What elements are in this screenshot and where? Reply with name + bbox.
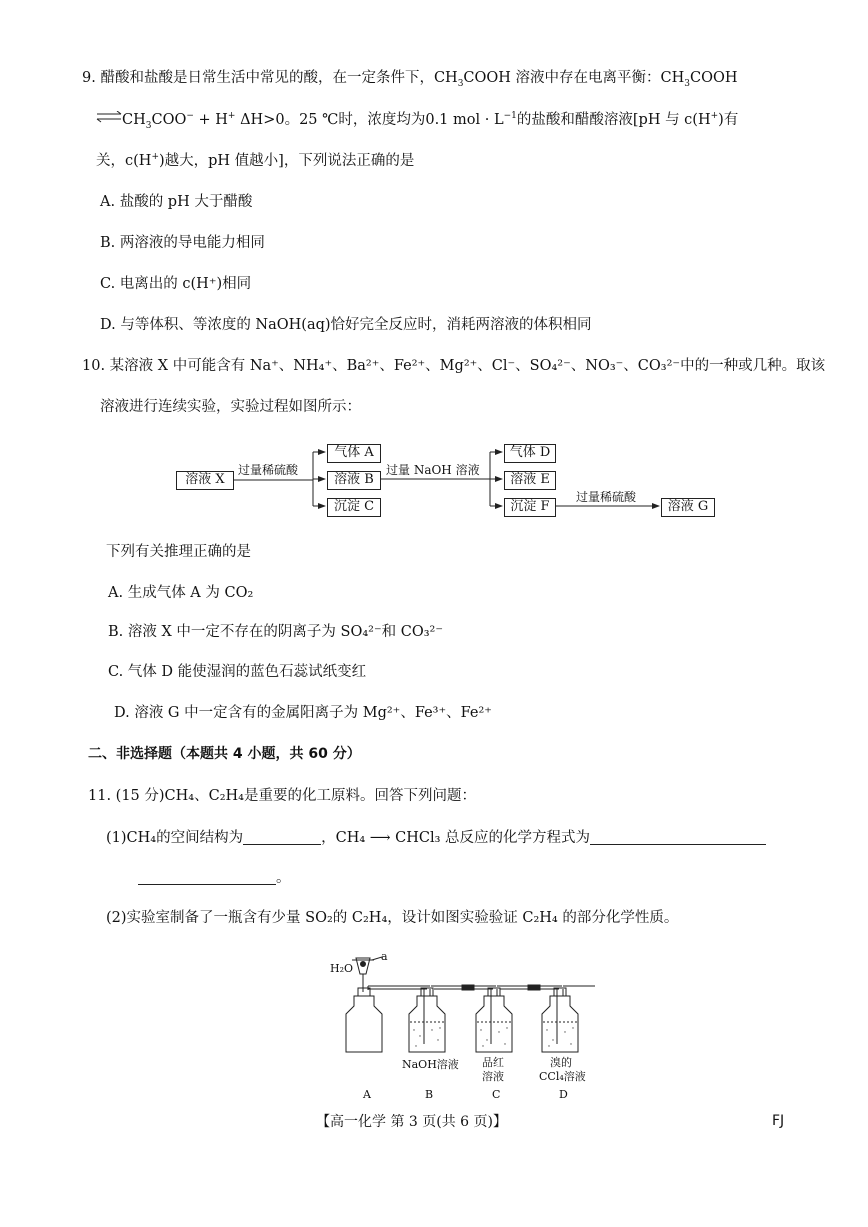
q9-text: COO bbox=[151, 112, 187, 128]
q9-text: CH bbox=[122, 112, 146, 128]
box-solution-b: 溶液 B bbox=[327, 471, 381, 490]
q9-option-a: A. 盐酸的 pH 大于醋酸 bbox=[100, 194, 253, 210]
bottle-letter-b: B bbox=[425, 1088, 434, 1101]
superscript: −1 bbox=[503, 111, 517, 122]
box-solution-g: 溶液 G bbox=[661, 498, 715, 517]
q11-part1 bbox=[106, 828, 766, 848]
box-gas-d: 气体 D bbox=[504, 444, 556, 463]
q10-option-b: B. 溶液 X 中一定不存在的阴离子为 SO₄²⁻和 CO₃²⁻ bbox=[108, 624, 443, 640]
q9-text: )有 bbox=[718, 112, 739, 128]
q11-text: 。 bbox=[276, 870, 291, 886]
q9-line3 bbox=[96, 151, 414, 171]
subscript: 3 bbox=[684, 78, 691, 89]
q9-line1 bbox=[82, 68, 738, 88]
subscript: 3 bbox=[457, 78, 464, 89]
superscript: + bbox=[151, 152, 159, 163]
q9-option-c: C. 电离出的 c(H⁺)相同 bbox=[100, 276, 252, 292]
q11-text: (1)CH₄的空间结构为 bbox=[106, 830, 244, 846]
answer-blank[interactable] bbox=[243, 830, 321, 845]
q9-text: COOH bbox=[690, 70, 738, 86]
subscript: 3 bbox=[145, 120, 152, 131]
bottle-letter-a: A bbox=[363, 1088, 371, 1101]
box-gas-a: 气体 A bbox=[327, 444, 381, 463]
reagent-label-naoh: NaOH溶液 bbox=[402, 1058, 459, 1071]
label-excess-h2so4-1: 过量稀硫酸 bbox=[238, 463, 299, 477]
q11-text: ，CH₄ ⟶ CHCl₃ 总反应的化学方程式为 bbox=[321, 830, 591, 846]
q9-text: )越大，pH 值越小]，下列说法正确的是 bbox=[158, 153, 415, 169]
q11-part2: (2)实验室制备了一瓶含有少量 SO₂的 C₂H₄，设计如图实验验证 C₂H₄ 的部分化学性质。 bbox=[106, 910, 679, 926]
label-excess-h2so4-2: 过量稀硫酸 bbox=[576, 490, 637, 504]
reagent-label-ccl4: CCl₄溶液 bbox=[539, 1070, 586, 1083]
water-label: H₂O bbox=[330, 962, 354, 975]
q10-line1: 10. 某溶液 X 中可能含有 Na⁺、NH₄⁺、Ba²⁺、Fe²⁺、Mg²⁺、Cl⁻、SO₄²⁻、NO₃⁻、CO₃²⁻中的一种或几种。取该 bbox=[82, 358, 826, 374]
q9-text: 9. 醋酸和盐酸是日常生活中常见的酸，在一定条件下，CH bbox=[82, 70, 458, 86]
q9-text: 关，c(H bbox=[96, 153, 152, 169]
q11-part1-cont bbox=[138, 868, 291, 888]
page-footer: 【高一化学 第 3 页(共 6 页)】 bbox=[316, 1114, 507, 1130]
valve-label: a bbox=[381, 950, 388, 963]
q10-option-d: D. 溶液 G 中一定含有的金属阳离子为 Mg²⁺、Fe³⁺、Fe²⁺ bbox=[114, 705, 492, 721]
q10-line2: 溶液进行连续实验，实验过程如图所示： bbox=[100, 399, 361, 415]
box-precipitate-c: 沉淀 C bbox=[327, 498, 381, 517]
q9-text: COOH 溶液中存在电离平衡：CH bbox=[463, 70, 685, 86]
reagent-label-pinhong: 品红 bbox=[482, 1056, 504, 1069]
reagent-label-bromine: 溴的 bbox=[550, 1056, 572, 1069]
q9-line2 bbox=[96, 110, 738, 130]
bottle-letter-c: C bbox=[492, 1088, 501, 1101]
bottle-letter-d: D bbox=[559, 1088, 568, 1101]
q9-option-d: D. 与等体积、等浓度的 NaOH(aq)恰好完全反应时，消耗两溶液的体积相同 bbox=[100, 317, 592, 333]
equilibrium-arrow-icon bbox=[96, 111, 122, 123]
q9-text: + H bbox=[193, 112, 228, 128]
answer-blank[interactable] bbox=[138, 870, 276, 885]
q10-option-c: C. 气体 D 能使湿润的蓝色石蕊试纸变红 bbox=[108, 664, 367, 680]
superscript: + bbox=[710, 111, 719, 122]
section-heading: 二、非选择题（本题共 4 小题，共 60 分） bbox=[88, 746, 361, 762]
label-excess-naoh: 过量 NaOH 溶液 bbox=[386, 463, 480, 477]
superscript: + bbox=[227, 111, 236, 122]
answer-blank[interactable] bbox=[590, 830, 766, 845]
q10-prompt: 下列有关推理正确的是 bbox=[106, 544, 251, 560]
q9-text: ΔH>0。25 ℃时，浓度均为0.1 mol · L bbox=[235, 112, 504, 128]
q9-option-b: B. 两溶液的导电能力相同 bbox=[100, 235, 265, 251]
footer-code: FJ bbox=[772, 1113, 785, 1129]
box-solution-e: 溶液 E bbox=[504, 471, 556, 490]
box-precipitate-f: 沉淀 F bbox=[504, 498, 556, 517]
reagent-label-solution: 溶液 bbox=[482, 1070, 504, 1083]
box-solution-x: 溶液 X bbox=[176, 471, 234, 490]
q10-option-a: A. 生成气体 A 为 CO₂ bbox=[108, 585, 254, 601]
q11-line1: 11. (15 分)CH₄、C₂H₄是重要的化工原料。回答下列问题： bbox=[88, 788, 476, 804]
superscript: − bbox=[186, 111, 194, 122]
q9-text: 的盐酸和醋酸溶液[pH 与 c(H bbox=[516, 112, 711, 128]
